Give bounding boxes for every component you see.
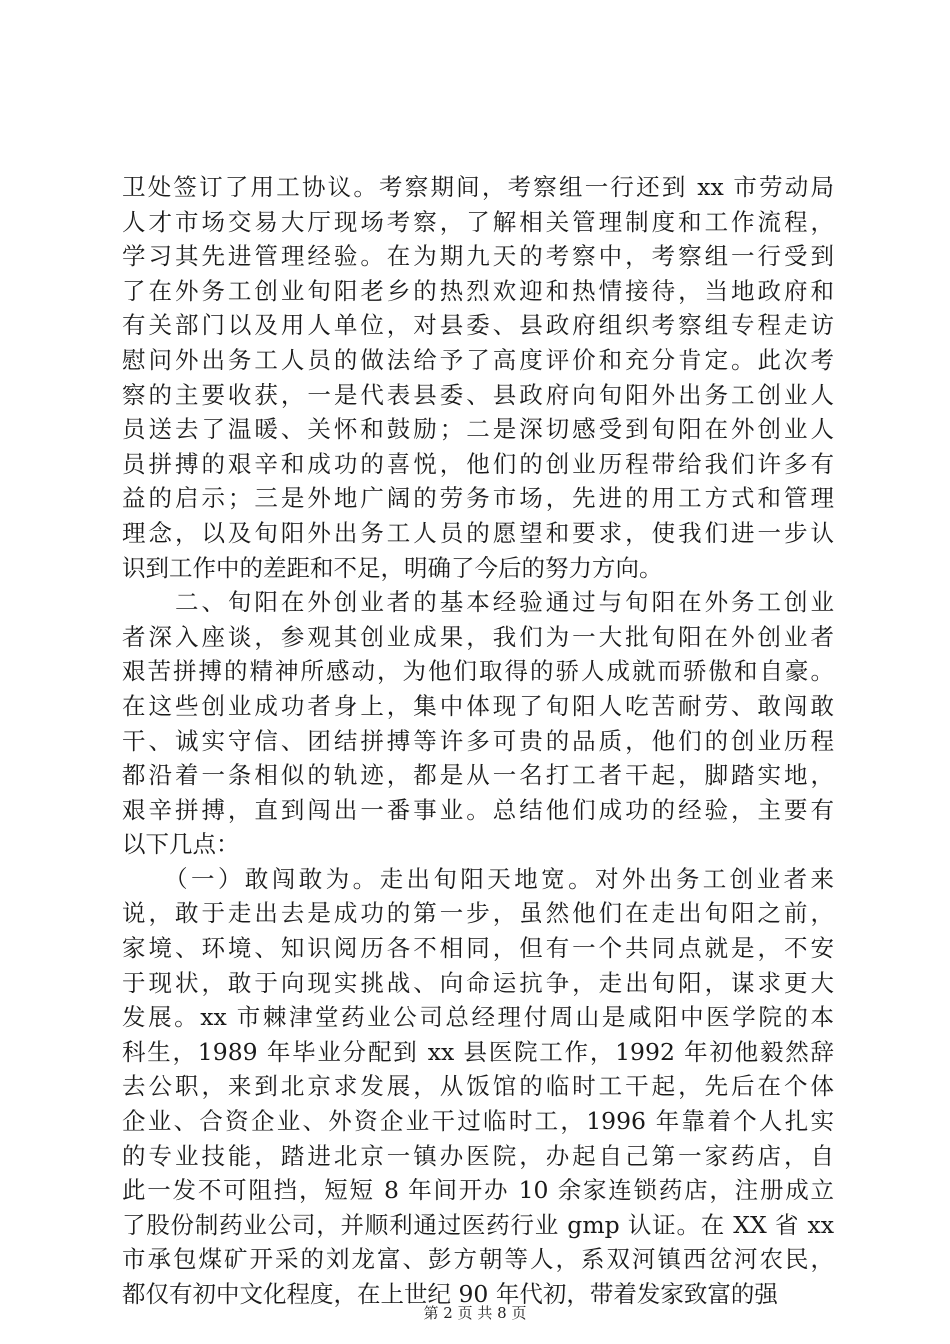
text-line: 了股份制药业公司，并顺利通过医药行业 gmp 认证。在 XX 省 xx: [122, 1210, 834, 1239]
text-line: 科生，1989 年毕业分配到 xx 县医院工作，1992 年初他毅然辞: [122, 1037, 834, 1066]
text-line: 家境、环境、知识阅历各不相同，但有一个共同点就是，不安: [122, 934, 834, 963]
text-line: 以下几点：: [122, 830, 240, 859]
text-line: 去公职，来到北京求发展，从饭馆的临时工干起，先后在个体: [122, 1072, 834, 1101]
text-line: 学习其先进管理经验。在为期九天的考察中，考察组一行受到: [122, 242, 834, 271]
text-line: 说，敢于走出去是成功的第一步，虽然他们在走出旬阳之前，: [122, 899, 834, 928]
text-line: 的专业技能，踏进北京一镇办医院，办起自己第一家药店，自: [122, 1141, 834, 1170]
text-line: 于现状，敢于向现实挑战、向命运抗争，走出旬阳，谋求更大: [122, 968, 834, 997]
text-line: 市承包煤矿开采的刘龙富、彭方朝等人，系双河镇西岔河农民，: [122, 1245, 834, 1274]
text-line: 都仅有初中文化程度，在上世纪 90 年代初，带着发家致富的强: [122, 1280, 778, 1308]
text-line: 员拼搏的艰辛和成功的喜悦，他们的创业历程带给我们许多有: [122, 449, 834, 478]
text-line: 干、诚实守信、团结拼搏等许多可贵的品质，他们的创业历程: [122, 726, 834, 755]
text-line: 慰问外出务工人员的做法给予了高度评价和充分肯定。此次考: [122, 345, 834, 374]
text-line: 理念，以及旬阳外出务工人员的愿望和要求，使我们进一步认: [122, 518, 834, 547]
text-line: 在这些创业成功者身上，集中体现了旬阳人吃苦耐劳、敢闯敢: [122, 691, 834, 720]
text-line: 人才市场交易大厅现场考察，了解相关管理制度和工作流程，: [122, 207, 834, 236]
page-footer: 第 2 页 共 8 页: [423, 1304, 527, 1322]
text-line: 都沿着一条相似的轨迹，都是从一名打工者干起，脚踏实地，: [122, 761, 834, 790]
text-line: 企业、合资企业、外资企业干过临时工，1996 年靠着个人扎实: [122, 1107, 834, 1136]
text-line: 益的启示；三是外地广阔的劳务市场，先进的用工方式和管理: [122, 484, 834, 513]
text-line: 察的主要收获，一是代表县委、县政府向旬阳外出务工创业人: [122, 380, 834, 409]
text-line: 识到工作中的差距和不足，明确了今后的努力方向。: [122, 553, 663, 582]
text-line: 了在外务工创业旬阳老乡的热烈欢迎和热情接待，当地政府和: [122, 276, 834, 305]
text-line: 卫处签订了用工协议。考察期间，考察组一行还到 xx 市劳动局: [122, 173, 834, 201]
text-line: 艰苦拼搏的精神所感动，为他们取得的骄人成就而骄傲和自豪。: [122, 657, 834, 686]
text-line: 二、旬阳在外创业者的基本经验通过与旬阳在外务工创业: [122, 588, 834, 617]
text-line: 者深入座谈，参观其创业成果，我们为一大批旬阳在外创业者: [122, 622, 834, 651]
text-line: 有关部门以及用人单位，对县委、县政府组织考察组专程走访: [122, 311, 834, 340]
text-line: 艰辛拼搏，直到闯出一番事业。总结他们成功的经验，主要有: [122, 795, 834, 824]
text-line: 员送去了温暖、关怀和鼓励；二是深切感受到旬阳在外创业人: [122, 415, 834, 444]
text-line: 发展。xx 市棘津堂药业公司总经理付周山是咸阳中医学院的本: [122, 1003, 834, 1032]
text-line: 此一发不可阻挡，短短 8 年间开办 10 余家连锁药店，注册成立: [122, 1176, 834, 1205]
text-line: （一）敢闯敢为。走出旬阳天地宽。对外出务工创业者来: [122, 864, 834, 893]
body-text: [122, 170, 834, 1312]
